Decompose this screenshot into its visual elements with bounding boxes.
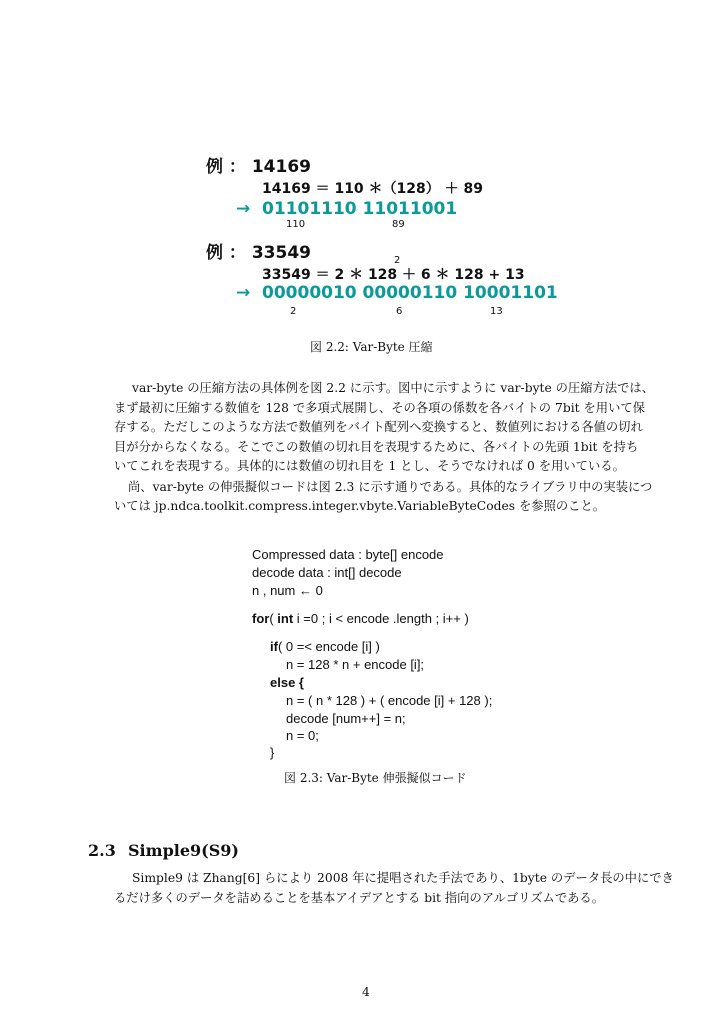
code-line [252, 610, 469, 628]
paragraph-line: まず最初に圧縮する数値を 128 で多項式展開し、その各項の係数を各バイトの 7bit を用いて保 [114, 401, 645, 415]
code-line: Compressed data : byte[] encode [252, 547, 444, 562]
example-1-sub-label: 89 [392, 219, 405, 230]
arrow-icon: → [236, 199, 251, 219]
example-2-formula: 33549 ＝ 2 ＊ 128 ＋ 6 ＊ 128 + 13 [262, 267, 525, 283]
page-number: 4 [362, 985, 370, 999]
example-2-sub-label: 2 [290, 306, 297, 317]
arrow-icon: → [236, 283, 251, 303]
figure-caption: 図 2.2: Var-Byte 圧縮 [310, 340, 433, 354]
code-line: decode data : int[] decode [252, 565, 402, 580]
paragraph-line: 尚、var-byte の伸張擬似コードは図 2.3 に示す通りである。具体的なライブラリ中の実装につ [128, 480, 653, 494]
example-2-sub-label: 6 [396, 306, 403, 317]
example-2-sub-label: 13 [490, 306, 503, 317]
paragraph-line: Simple9 は Zhang[6] らにより 2008 年に提唱された手法であり、1byte のデータ長の中にでき [132, 871, 674, 885]
paragraph-line: var-byte の圧縮方法の具体例を図 2.2 に示す。図中に示すように var-byte の圧縮方法では、 [132, 381, 655, 395]
example-1-formula: 14169 ＝ 110 ＊（128） ＋ 89 [262, 181, 484, 197]
code-keyword: if [270, 639, 278, 654]
example-1-sub-label: 110 [286, 219, 306, 230]
code-line: n = ( n * 128 ) + ( encode [i] + 128 ); [286, 693, 493, 708]
section-title: Simple9(S9) [128, 841, 239, 860]
code-text: { [295, 675, 304, 690]
paragraph-line: いてこれを表現する。具体的には数値の切れ目を 1 とし、そうでなければ 0 を用いている。 [114, 459, 625, 473]
code-line: } [270, 745, 275, 760]
paragraph-line: 目が分からなくなる。そこでこの数値の切れ目を表現するために、各バイトの先頭 1bit を持ち [114, 440, 639, 454]
code-line: n = 0; [286, 728, 319, 743]
example-2-bits: 00000010 00000110 10001101 [262, 283, 558, 303]
paragraph-line: 存する。ただしこのような方法で数値列をバイト配列へ変換すると、数値列における各値の切れ [114, 420, 643, 434]
example-2-exponent: 2 [394, 255, 401, 266]
paragraph-line: るだけ多くのデータを詰めることを基本アイデアとする bit 指向のアルゴリズムである。 [114, 891, 605, 905]
code-keyword: else [270, 675, 296, 690]
code-line: decode [num++] = n; [286, 711, 406, 726]
code-line: n , num ← 0 [252, 583, 323, 598]
example-2-label: 例 ： 33549 [206, 243, 311, 263]
figure-caption: 図 2.3: Var-Byte 伸張擬似コード [284, 771, 467, 785]
example-1-label: 例 ： 14169 [206, 157, 311, 177]
code-keyword: int [277, 611, 294, 626]
code-line [270, 674, 304, 692]
code-keyword: for [252, 611, 270, 626]
code-text: i =0 ; i < encode .length ; i++ ) [293, 611, 469, 626]
code-text: ( [269, 611, 278, 626]
code-text: ( 0 =< encode [i] ) [277, 639, 380, 654]
section-number: 2.3 [88, 841, 116, 860]
code-line [270, 638, 380, 656]
example-1-bits: 01101110 11011001 [262, 199, 458, 219]
paragraph-line: いては jp.ndca.toolkit.compress.integer.vbyte.VariableByteCodes を参照のこと。 [114, 499, 606, 513]
code-line: n = 128 * n + encode [i]; [286, 657, 425, 672]
